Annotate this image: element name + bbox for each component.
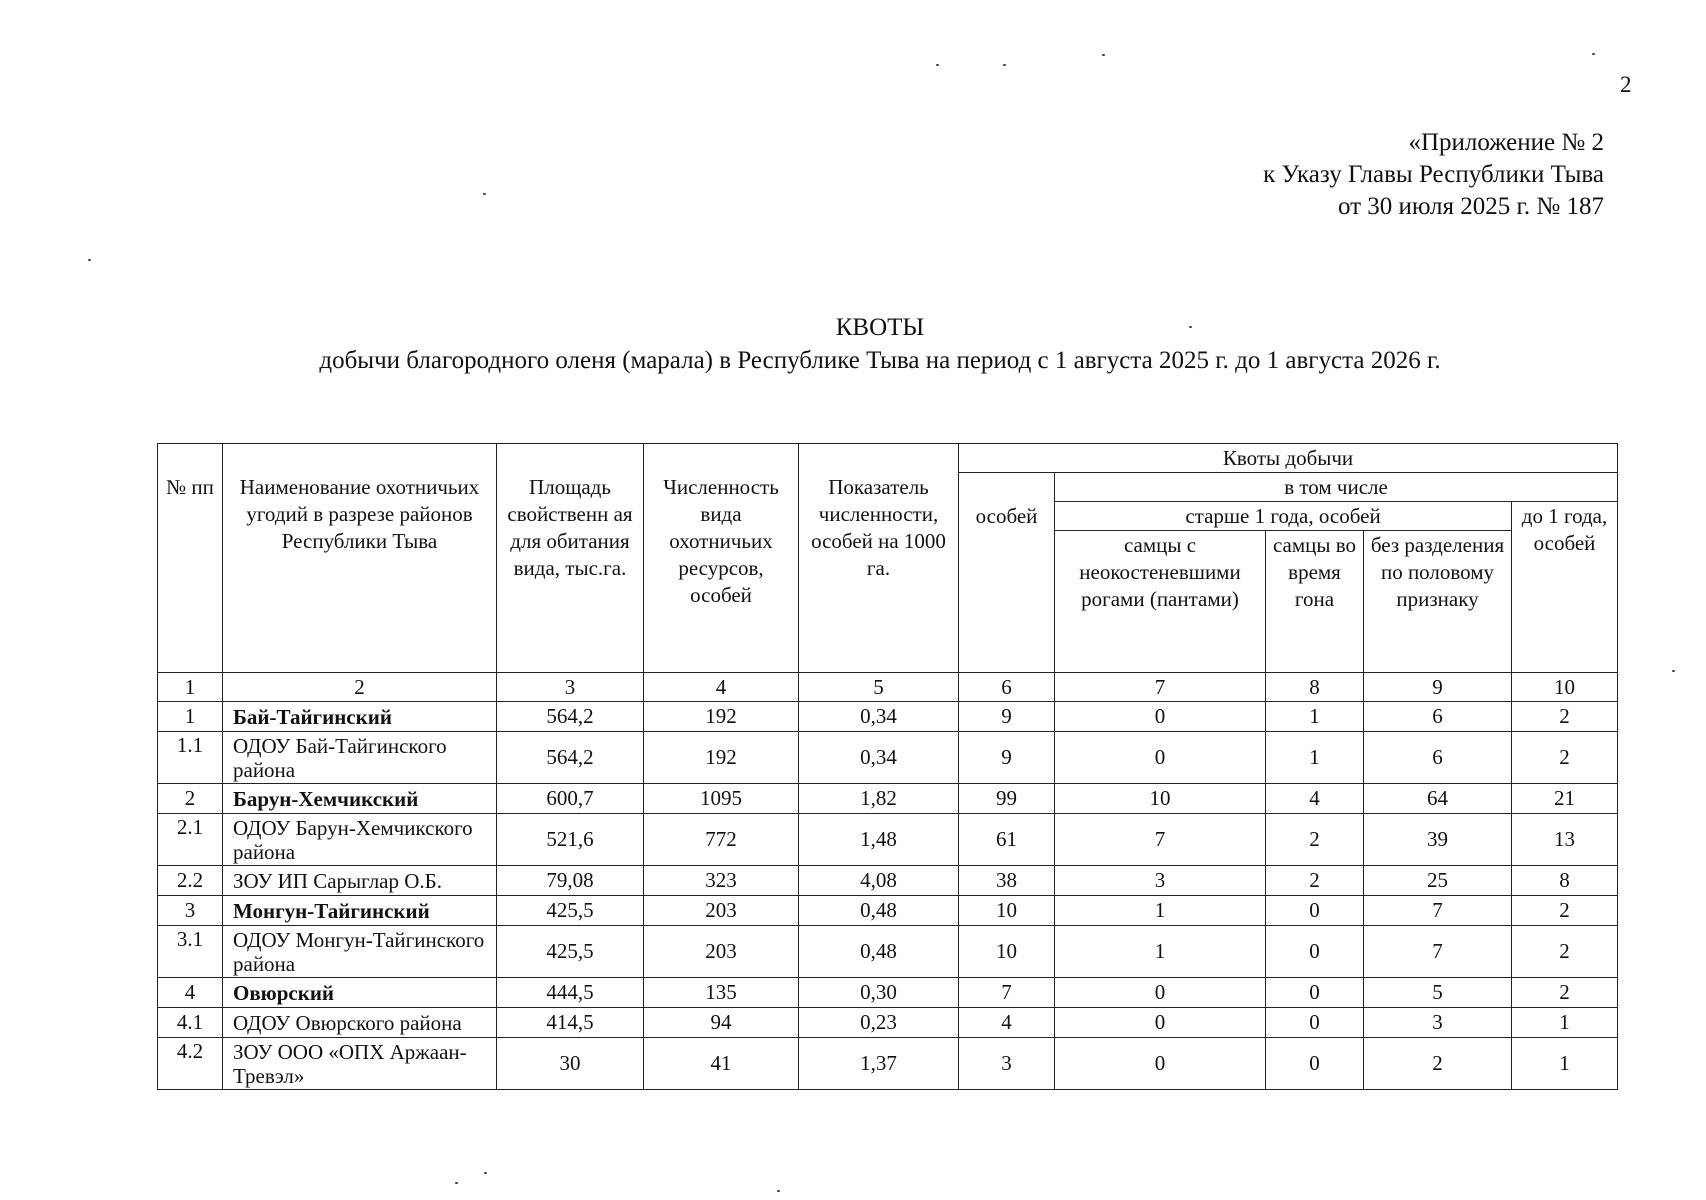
cell-males-rut: 0 <box>1266 1038 1364 1090</box>
page-number: 2 <box>1620 72 1632 97</box>
column-number: 1 <box>158 673 223 702</box>
cell-under-one: 1 <box>1512 1008 1618 1038</box>
cell-population: 772 <box>644 814 799 866</box>
scan-speck <box>936 64 939 66</box>
cell-indicator: 0,34 <box>799 702 959 732</box>
cell-males-antlers: 3 <box>1055 866 1266 896</box>
cell-males-rut: 1 <box>1266 702 1364 732</box>
cell-under-one: 2 <box>1512 926 1618 978</box>
cell-under-one: 13 <box>1512 814 1618 866</box>
table-row <box>158 732 1618 784</box>
cell-name: Монгун-Тайгинский <box>223 896 497 926</box>
cell-males-antlers: 0 <box>1055 732 1266 784</box>
cell-individuals: 10 <box>959 926 1055 978</box>
cell-individuals: 38 <box>959 866 1055 896</box>
cell-num: 1 <box>158 702 223 732</box>
cell-indicator: 0,48 <box>799 926 959 978</box>
cell-name: ОДОУ Бай-Тайгинского района <box>223 732 497 784</box>
cell-area: 414,5 <box>497 1008 644 1038</box>
cell-males-antlers: 1 <box>1055 926 1266 978</box>
title-heading: КВОТЫ <box>835 314 925 341</box>
table-row <box>158 1008 1618 1038</box>
cell-under-one: 8 <box>1512 866 1618 896</box>
cell-no-sex: 7 <box>1364 896 1512 926</box>
cell-indicator: 1,82 <box>799 784 959 814</box>
cell-individuals: 9 <box>959 702 1055 732</box>
column-number: 9 <box>1364 673 1512 702</box>
cell-indicator: 0,23 <box>799 1008 959 1038</box>
column-number: 3 <box>497 673 644 702</box>
cell-males-antlers: 10 <box>1055 784 1266 814</box>
cell-num: 4 <box>158 978 223 1008</box>
column-number: 5 <box>799 673 959 702</box>
header-individuals: особей <box>959 473 1055 673</box>
document-title <box>0 311 1706 377</box>
cell-under-one: 2 <box>1512 896 1618 926</box>
header-including: в том числе <box>1055 473 1618 502</box>
scan-speck <box>484 1172 487 1174</box>
cell-num: 2.2 <box>158 866 223 896</box>
cell-num: 3.1 <box>158 926 223 978</box>
table-row-district <box>158 702 1618 732</box>
cell-num: 4.2 <box>158 1038 223 1090</box>
cell-indicator: 0,34 <box>799 732 959 784</box>
cell-indicator: 0,48 <box>799 896 959 926</box>
cell-indicator: 4,08 <box>799 866 959 896</box>
table-row <box>158 1038 1618 1090</box>
cell-indicator: 0,30 <box>799 978 959 1008</box>
cell-under-one: 2 <box>1512 732 1618 784</box>
cell-num: 2 <box>158 784 223 814</box>
cell-males-rut: 1 <box>1266 732 1364 784</box>
cell-name: ЗОУ ООО «ОПХ Аржаан-Тревэл» <box>223 1038 497 1090</box>
cell-under-one: 2 <box>1512 978 1618 1008</box>
cell-no-sex: 6 <box>1364 702 1512 732</box>
cell-individuals: 9 <box>959 732 1055 784</box>
cell-males-rut: 0 <box>1266 926 1364 978</box>
cell-population: 203 <box>644 896 799 926</box>
scan-speck <box>777 1190 780 1192</box>
cell-males-rut: 2 <box>1266 866 1364 896</box>
cell-population: 1095 <box>644 784 799 814</box>
cell-num: 2.1 <box>158 814 223 866</box>
cell-num: 3 <box>158 896 223 926</box>
cell-name: Барун-Хемчикский <box>223 784 497 814</box>
header-num: № пп <box>158 444 223 673</box>
cell-name: ЗОУ ИП Сарыглар О.Б. <box>223 866 497 896</box>
appendix-line-1: «Приложение № 2 <box>1408 129 1604 156</box>
cell-males-antlers: 0 <box>1055 978 1266 1008</box>
cell-under-one: 1 <box>1512 1038 1618 1090</box>
cell-area: 425,5 <box>497 926 644 978</box>
appendix-reference <box>1263 127 1604 223</box>
cell-name: ОДОУ Барун-Хемчикского района <box>223 814 497 866</box>
cell-area: 79,08 <box>497 866 644 896</box>
cell-indicator: 1,48 <box>799 814 959 866</box>
cell-individuals: 7 <box>959 978 1055 1008</box>
cell-area: 444,5 <box>497 978 644 1008</box>
cell-no-sex: 3 <box>1364 1008 1512 1038</box>
cell-area: 521,6 <box>497 814 644 866</box>
header-under-one: до 1 года, особей <box>1512 502 1618 673</box>
appendix-line-3: от 30 июля 2025 г. № 187 <box>1337 193 1604 220</box>
cell-population: 192 <box>644 732 799 784</box>
header-males-antlers: самцы с неокостеневшими рогами (пантами) <box>1055 531 1266 673</box>
header-area: Площадь свойственн ая для обитания вида, тыс.га. <box>497 444 644 673</box>
cell-indicator: 1,37 <box>799 1038 959 1090</box>
cell-name: Овюрский <box>223 978 497 1008</box>
column-number-row <box>158 673 1618 702</box>
scan-speck <box>1592 53 1595 55</box>
header-indicator: Показатель численности, особей на 1000 га. <box>799 444 959 673</box>
cell-individuals: 99 <box>959 784 1055 814</box>
cell-males-antlers: 1 <box>1055 896 1266 926</box>
column-number: 7 <box>1055 673 1266 702</box>
cell-males-rut: 0 <box>1266 978 1364 1008</box>
cell-individuals: 61 <box>959 814 1055 866</box>
cell-population: 94 <box>644 1008 799 1038</box>
cell-individuals: 10 <box>959 896 1055 926</box>
cell-males-antlers: 0 <box>1055 1038 1266 1090</box>
cell-area: 30 <box>497 1038 644 1090</box>
cell-no-sex: 2 <box>1364 1038 1512 1090</box>
column-number: 2 <box>223 673 497 702</box>
cell-males-rut: 2 <box>1266 814 1364 866</box>
column-number: 4 <box>644 673 799 702</box>
title-subtitle: добычи благородного оленя (марала) в Республике Тыва на период с 1 августа 2025 г. до 1 августа 2026 г. <box>319 347 1441 374</box>
cell-males-antlers: 0 <box>1055 1008 1266 1038</box>
cell-area: 600,7 <box>497 784 644 814</box>
cell-individuals: 4 <box>959 1008 1055 1038</box>
appendix-line-2: к Указу Главы Республики Тыва <box>1263 161 1604 188</box>
cell-individuals: 3 <box>959 1038 1055 1090</box>
header-name: Наименование охотничьих угодий в разрезе районов Республики Тыва <box>223 444 497 673</box>
column-number: 10 <box>1512 673 1618 702</box>
cell-name: ОДОУ Монгун-Тайгинского района <box>223 926 497 978</box>
table-row <box>158 866 1618 896</box>
cell-num: 1.1 <box>158 732 223 784</box>
header-males-rut: самцы во время гона <box>1266 531 1364 673</box>
cell-no-sex: 6 <box>1364 732 1512 784</box>
cell-no-sex: 7 <box>1364 926 1512 978</box>
table-row <box>158 814 1618 866</box>
scan-speck <box>1672 670 1675 672</box>
cell-population: 323 <box>644 866 799 896</box>
table-row-district <box>158 784 1618 814</box>
cell-area: 425,5 <box>497 896 644 926</box>
cell-under-one: 2 <box>1512 702 1618 732</box>
scan-speck <box>455 1182 458 1184</box>
cell-population: 203 <box>644 926 799 978</box>
cell-population: 192 <box>644 702 799 732</box>
quota-table <box>157 443 1618 1090</box>
cell-under-one: 21 <box>1512 784 1618 814</box>
cell-no-sex: 39 <box>1364 814 1512 866</box>
cell-males-rut: 0 <box>1266 896 1364 926</box>
header-older: старше 1 года, особей <box>1055 502 1512 531</box>
header-quotas: Квоты добычи <box>959 444 1618 473</box>
column-number: 8 <box>1266 673 1364 702</box>
cell-population: 135 <box>644 978 799 1008</box>
scan-speck <box>1003 64 1006 66</box>
cell-name: ОДОУ Овюрского района <box>223 1008 497 1038</box>
cell-males-rut: 4 <box>1266 784 1364 814</box>
header-population: Численность вида охотничьих ресурсов, особей <box>644 444 799 673</box>
scan-speck <box>88 259 91 261</box>
cell-name: Бай-Тайгинский <box>223 702 497 732</box>
cell-males-antlers: 7 <box>1055 814 1266 866</box>
cell-males-rut: 0 <box>1266 1008 1364 1038</box>
scan-speck <box>483 193 486 195</box>
table-row <box>158 926 1618 978</box>
cell-males-antlers: 0 <box>1055 702 1266 732</box>
cell-num: 4.1 <box>158 1008 223 1038</box>
cell-population: 41 <box>644 1038 799 1090</box>
table-row-district <box>158 896 1618 926</box>
cell-area: 564,2 <box>497 702 644 732</box>
cell-no-sex: 5 <box>1364 978 1512 1008</box>
table-row-district <box>158 978 1618 1008</box>
cell-no-sex: 25 <box>1364 866 1512 896</box>
scan-speck <box>1102 54 1105 56</box>
header-no-sex: без разделения по половому признаку <box>1364 531 1512 673</box>
cell-area: 564,2 <box>497 732 644 784</box>
column-number: 6 <box>959 673 1055 702</box>
cell-no-sex: 64 <box>1364 784 1512 814</box>
